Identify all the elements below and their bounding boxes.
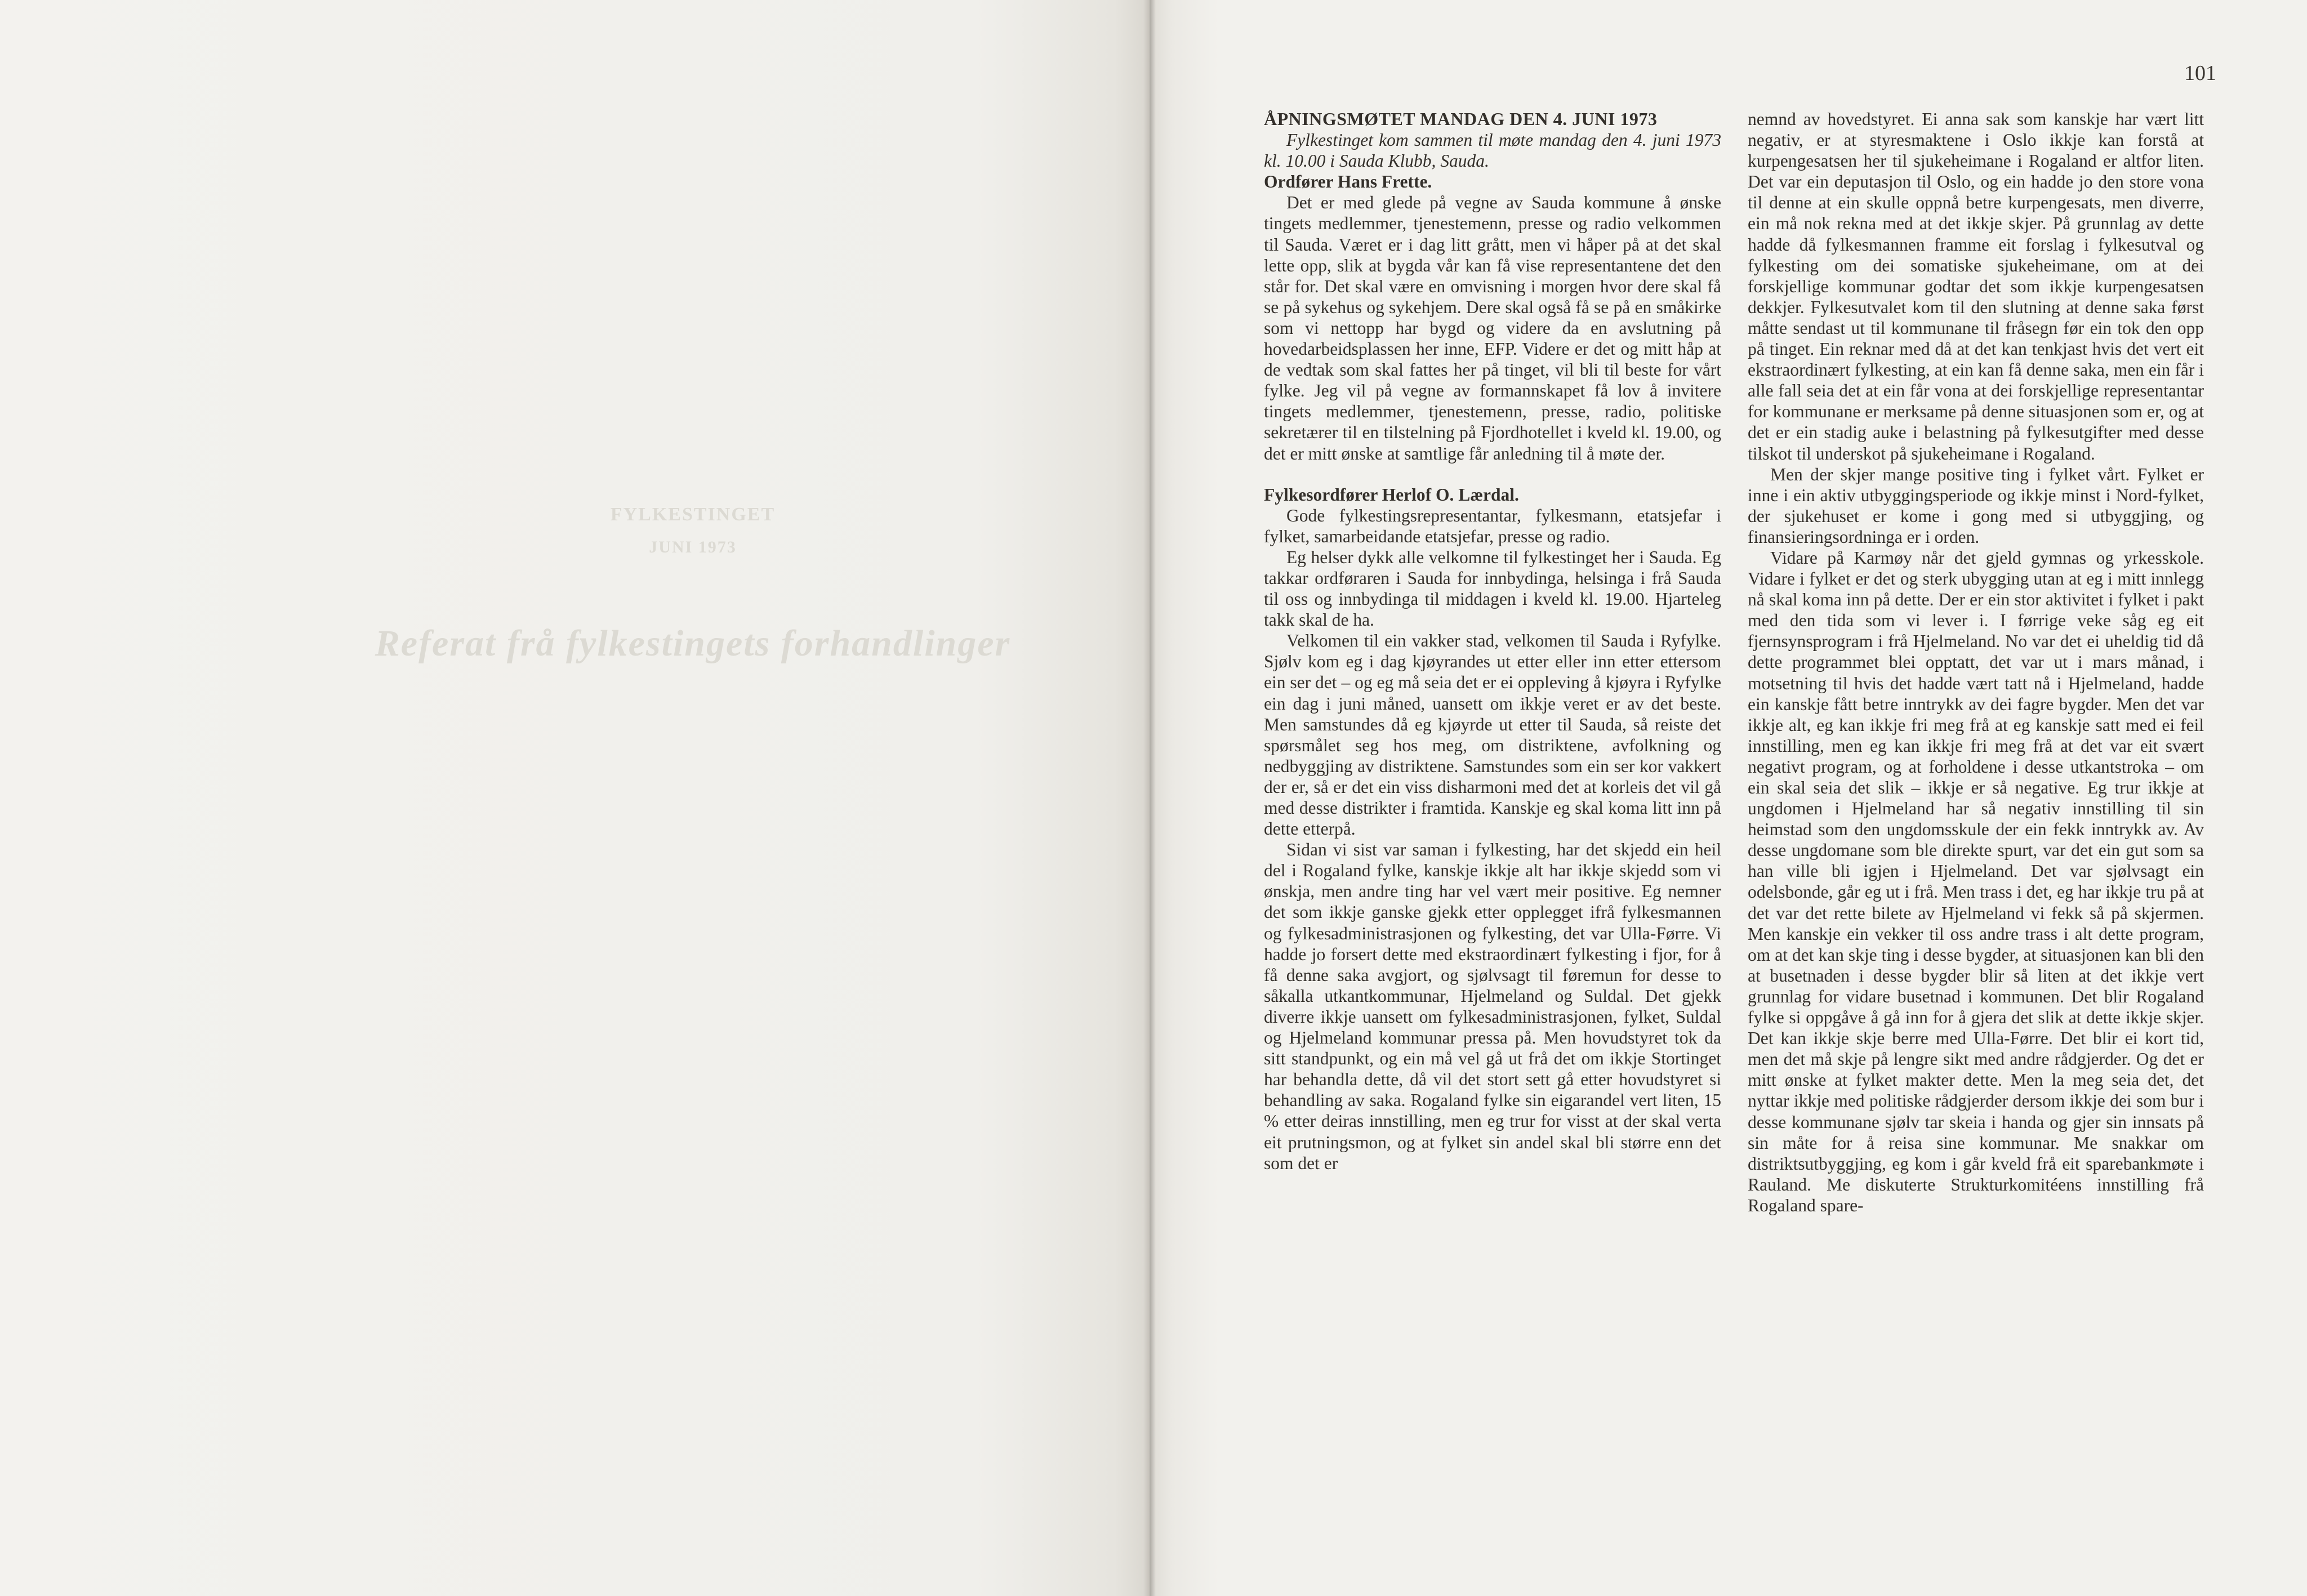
text-column-right — [1748, 109, 2204, 1216]
paragraph: nemnd av hovedstyret. Ei anna sak som kanskje har vært litt negativ, er at styresmaktene i Oslo ikkje kan forstå at kurpengesatsen her til sjukeheimane i Rogaland er altfor liten. Det var ein deputasjon til Oslo, og ein hadde jo den store vona til denne at ein skulle oppnå betre kurpengesats, men diverre, ein må nok rekna med at det ikkje skjer. På grunnlag av dette hadde då fylkesmannen framme eit forslag i fylkesutval og fylkesting om dei somatiske sjukeheimane, om at dei forskjellige kommunar godtar det som ikkje kurpengesatsen dekkjer. Fylkesutvalet kom til den slutning at denne saka først måtte sendast ut til kommunane til fråsegn før ein tok den opp på tinget. Ein reknar med då at det kan tenkjast hvis det vert eit ekstraordinært fylkesting, at ein kan få denne saka, men ein får i alle fall seia det at ein får vona at dei forskjellige representantar for kommunane er merksame på denne situasjonen som er, og at det er ein stadig auke i belastning på fylkesutgifter med desse tilskot til underskot på sjukeheimane i Rogaland. — [1748, 109, 2204, 463]
text-column-left — [1264, 109, 1721, 1174]
paragraph: Eg helser dykk alle velkomne til fylkestinget her i Sauda. Eg takkar ordføraren i Sauda for innbydinga, helsinga i frå Sauda til oss og innbydinga til middagen i kveld kl. 19.00. Hjarteleg takk skal de ha. — [1264, 547, 1721, 630]
bleed-through-text: JUNI 1973 — [649, 538, 737, 556]
page-number: 101 — [2184, 61, 2216, 85]
section-heading: ÅPNINGSMØTET MANDAG DEN 4. JUNI 1973 — [1264, 109, 1658, 129]
paragraph: Sidan vi sist var saman i fylkesting, har det skjedd ein heil del i Rogaland fylke, kanskje ikkje alt har ikkje skjedd som vi ønskja, men andre ting har vel vært meir positive. Eg nemner det som ikkje ganske gjekk etter opplegget ifrå fylkesmannen og fylkesadministrasjonen og fylkesting, det var Ulla-Førre. Vi hadde jo forsert dette med ekstraordinært fylkesting i fjor, for å få denne saka avgjort, og sjølvsagt til føremun for desse to såkalla utkantkommunar, Hjelmeland og Suldal. Det gjekk diverre ikkje uansett om fylkesadministrasjonen, fylket, Suldal og Hjelmeland kommunar pressa på. Men hovudstyret tok da sitt standpunkt, og ein må vel gå ut frå det om ikkje Stortinget har behandla dette, då vil det stort sett gå etter hovudstyret si behandling av saka. Rogaland fylke sin eigarandel vert liten, 15 % etter deiras innstilling, men eg trur for visst at der skal verta eit prutningsmon, og at fylket sin andel skal bli større enn det som det er — [1264, 840, 1721, 1173]
speaker-name: Fylkesordfører Herlof O. Lærdal. — [1264, 484, 1519, 505]
bleed-through-text: Referat frå fylkestingets forhandlinger — [375, 623, 1011, 664]
paragraph: Vidare på Karmøy når det gjeld gymnas og yrkesskole. Vidare i fylket er det og sterk ubygging utan at eg i mitt innlegg nå skal koma inn på dette. Der er ein stor aktivitet i fylket i pakt med den tida som vi lever i. I førrige veke såg eg eit fjernsynsprogram i frå Hjelmeland. No var det ei uheldig tid då dette programmet blei opptatt, det var ut i mars månad, i motsetning til hvis det hadde vært tatt nå i Hjelmeland, hadde ein kanskje fått betre inntrykk av dei fagre bygder. Men det var ikkje alt, eg kan ikkje fri meg frå at eg kanskje satt med ei feil innstilling, men eg kan ikkje fri meg frå at det var eit svært negativt program, og at forholdene i desse utkantstroka – om ein skal seia det slik – ikkje er så negative. Eg trur ikkje at ungdomen i Hjelmeland har så negativ innstilling til sin heimstad som den ungdomsskule der ein fekk inntrykk av. Av desse ungdomane som ble direkte spurt, var det ein gut som sa han ville bli igjen i Hjelmeland. Det var sjølvsagt ein odelsbonde, går eg ut i frå. Men trass i det, eg har ikkje tru på at det var det rette bilete av Hjelmeland vi fekk så på skjermen. Men kanskje ein vekker til oss andre trass i alt dette program, om at det kan skje ting i desse bygder, at situasjonen kan bli den at busetnaden i desse bygder blir så liten at det ikkje vert grunnlag for vidare busetnad i kommunen. Det blir Rogaland fylke si oppgåve å gå inn for å gjera det slik at dette ikkje skjer. Det kan ikkje skje berre med Ulla-Førre. Det blir ei kort tid, men det må skje på lengre sikt med andre rådgjerder. Og det er mitt ønske at fylket makter dette. Men la meg seia det, det nyttar ikkje med politiske rådgjerder dersom ikkje dei som bur i desse kommunane sjølv tar skeia i handa og gjer sin innsats på sin måte for å reisa sine kommunar. Me snakkar om distriktsutbyggjing, eg kom i går kveld frå eit sparebankmøte i Rauland. Me diskuterte Strukturkomitéens innstilling frå Rogaland spare- — [1748, 547, 2204, 1215]
paragraph: Det er med glede på vegne av Sauda kommune å ønske tingets medlemmer, tjenestemenn, presse og radio velkommen til Sauda. Været er i dag litt grått, men vi håper på at det skal lette opp, slik at bygda vår kan få vise representantene det den står for. Det skal være en omvisning i morgen hvor dere skal få se på sykehus og sykehjem. Dere skal også få se på en småkirke som vi nettopp har bygd og videre da en avslutning på hovedarbeidsplassen her inne, EFP. Videre er det og mitt håp at de vedtak som skal fattes her på tinget, vil bli til beste for vårt fylke. Jeg vil på vegne av formannskapet få lov å invitere tingets medlemmer, tjenestemenn, presse, radio, politiske sekretærer til en tilstelning på Fjordhotellet i kveld kl. 19.00, og det er mitt ønske at samtlige får anledning til å møte der. — [1264, 193, 1721, 463]
speaker-name: Ordfører Hans Frette. — [1264, 172, 1432, 192]
intro-paragraph: Fylkestinget kom sammen til møte mandag den 4. juni 1973 kl. 10.00 i Sauda Klubb, Sauda. — [1264, 130, 1721, 171]
paragraph: Gode fylkestingsrepresentantar, fylkesmann, etatsjefar i fylket, samarbeidande etatsjefar, presse og radio. — [1264, 505, 1721, 546]
paragraph: Velkomen til ein vakker stad, velkomen til Sauda i Ryfylke. Sjølv kom eg i dag kjøyrandes ut etter eller inn etter ettersom ein ser det – og eg må seia det er ei oppleving å kjøyra i Ryfylke ein dag i juni måned, uansett om ikkje veret er av det beste. Men samstundes då eg kjøyrde ut etter til Sauda, så reiste det spørsmålet seg hos meg, om distriktene, avfolkning og nedbyggjing av distriktene. Samstundes som ein ser kor vakkert der er, så er det ein viss disharmoni med det at korleis det vil gå med desse distrikter i framtida. Kanskje eg skal koma litt inn på dette etterpå. — [1264, 631, 1721, 839]
left-page — [0, 0, 1149, 1596]
paragraph: Men der skjer mange positive ting i fylket vårt. Fylket er inne i ein aktiv utbyggingsperiode og ikkje minst i Nord-fylket, der sjukehuset er kome i gong med si utbyggjing, og finansieringsordninga er i orden. — [1748, 464, 2204, 547]
book-gutter — [1143, 0, 1156, 1596]
bleed-through-text: FYLKESTINGET — [610, 504, 776, 525]
